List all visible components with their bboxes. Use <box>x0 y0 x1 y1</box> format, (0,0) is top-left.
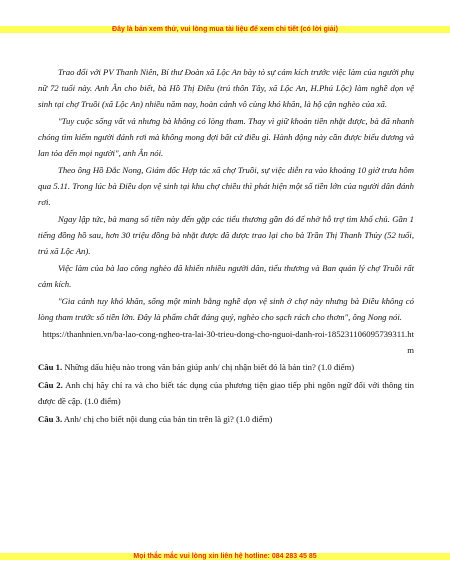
question-3-label: Câu 3. <box>38 414 63 424</box>
paragraph-2: "Tuy cuộc sống vất vả nhưng bà không có lòng tham. Thay vì giữ khoản tiền nhặt được, bà đã nhanh chóng tìm kiếm người đánh rơi mà không mong đợi bất cứ điều gì. Hành động này cần được biểu dương và lan tỏa đến mọi người", anh Ân nói. <box>38 116 414 158</box>
question-3-text: Anh/ chị cho biết nội dung của bản tin trên là gì? (1.0 điểm) <box>62 414 273 424</box>
preview-notice-banner: Đây là bản xem thử, vui lòng mua tài liệu để xem chi tiết (có lời giải) <box>0 26 450 33</box>
paragraph-5: Việc làm của bà lao công nghèo đã khiến nhiều người dân, tiểu thương và Ban quản lý chợ Truồi rất cảm kích. <box>38 263 414 289</box>
question-2-label: Câu 2. <box>38 380 63 390</box>
hotline-banner: Mọi thắc mắc vui lòng xin liên hệ hotline: 084 283 45 85 <box>0 553 450 560</box>
question-2 <box>38 377 414 409</box>
question-3 <box>38 411 414 427</box>
question-2-text: Anh chị hãy chỉ ra và cho biết tác dụng của phương tiện giao tiếp phi ngôn ngữ đối với thông tin được đề cập. (1.0 điểm) <box>38 380 414 406</box>
question-1-text: Những dấu hiệu nào trong văn bản giúp anh/ chị nhận biết đó là bản tin? (1.0 điểm) <box>62 362 355 372</box>
paragraph-4: Ngay lập tức, bà mang số tiền này đến gặp các tiểu thương gần đó để nhờ hỗ trợ tìm khổ chủ. Gần 1 tiếng đồng hồ sau, hơn 30 triệu đồng bà nhặt được đã được trao lại cho bà Trần Thị Thanh Thủy (52 tuổi, trú xã Lộc An). <box>38 214 414 256</box>
question-1 <box>38 359 414 375</box>
document-body <box>38 64 414 429</box>
paragraph-3: Theo ông Hồ Đắc Nong, Giám đốc Hợp tác xã chợ Truồi, sự việc diễn ra vào khoảng 10 giờ trưa hôm qua 5.11. Trong lúc bà Điều dọn vệ sinh tại khu chợ chiều thì phát hiện một số tiền lớn của người dân đánh rơi. <box>38 165 414 207</box>
source-link[interactable]: https://thanhnien.vn/ba-lao-cong-ngheo-tra-lai-30-trieu-dong-cho-nguoi-danh-roi-185231106095739311.htm <box>42 329 414 355</box>
paragraph-6: "Gia cảnh tuy khó khăn, sống một mình bằng nghề dọn vệ sinh ở chợ này nhưng bà Điều không có lòng tham trước số tiền lớn. Đây là phẩm chất đáng quý, nghèo cho sạch rách cho thơm", ông Nong nói. <box>38 296 414 322</box>
paragraph-1: Trao đổi với PV Thanh Niên, Bí thư Đoàn xã Lộc An bày tỏ sự cảm kích trước việc làm của người phụ nữ 72 tuổi này. Anh Ân cho biết, bà Hồ Thị Điều (trú thôn Tây, xã Lộc An, H.Phú Lộc) làm nghề dọn vệ sinh tại chợ Truồi (xã Lộc An) nhiều năm nay, hoàn cảnh vô cùng khó khăn, là hộ cận nghèo của xã. <box>38 67 414 109</box>
question-1-label: Câu 1. <box>38 362 63 372</box>
